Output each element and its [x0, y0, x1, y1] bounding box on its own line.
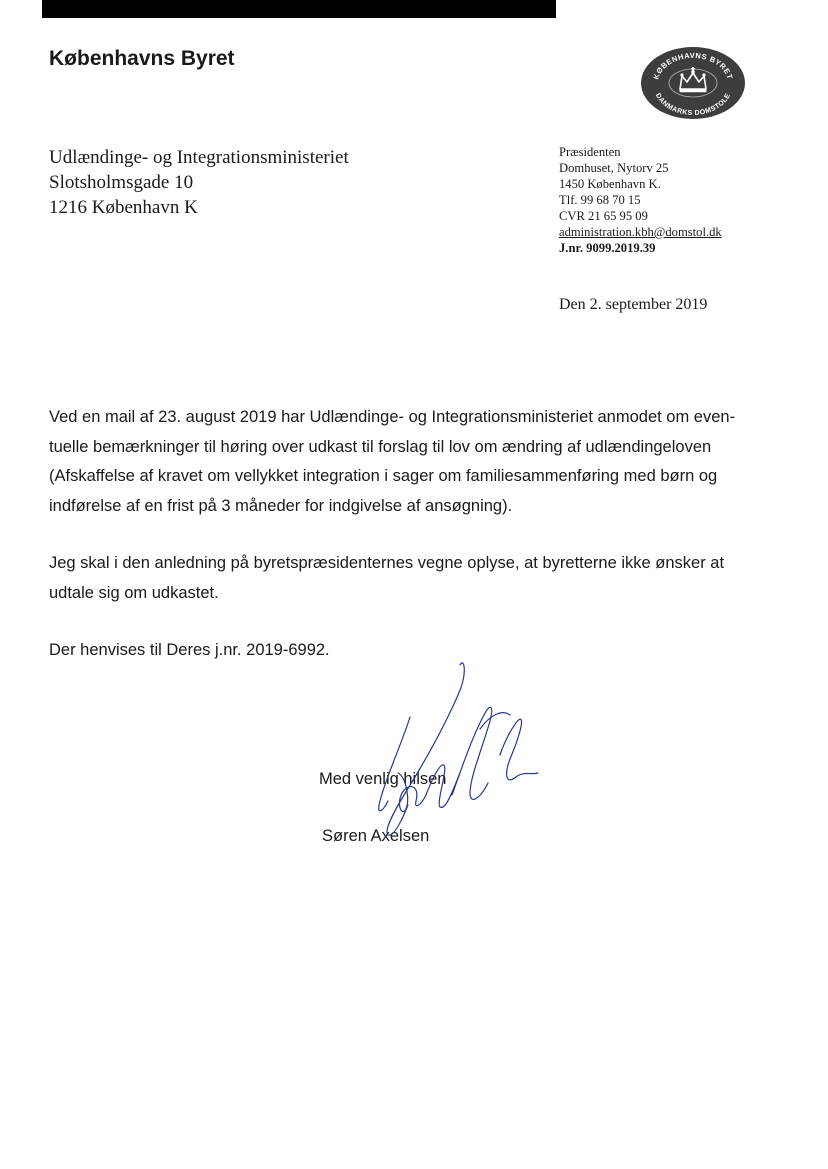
handwritten-signature — [340, 655, 560, 845]
body-line: Ved en mail af 23. august 2019 har Udlændinge- og Integrationsministeriet anmodet om even- — [49, 408, 736, 426]
court-name-heading: Københavns Byret — [49, 47, 235, 70]
seal-bottom-text: DANMARKS DOMSTOLE — [653, 92, 733, 118]
body-line: Jeg skal i den anledning på byretspræsidenternes vegne oplyse, at byretterne ikke ønsker at — [49, 554, 725, 572]
recipient-address — [49, 145, 349, 220]
recipient-line: 1216 København K — [49, 197, 198, 218]
body-paragraph — [49, 549, 749, 608]
sender-cvr: CVR 21 65 95 09 — [559, 209, 648, 223]
sender-journal-number: J.nr. 9099.2019.39 — [559, 241, 656, 255]
recipient-line: Udlændinge- og Integrationsministeriet — [49, 147, 349, 168]
body-paragraph — [49, 403, 749, 521]
sender-phone: Tlf. 99 68 70 15 — [559, 193, 641, 207]
letter-date: Den 2. september 2019 — [559, 296, 708, 313]
body-line: tuelle bemærkninger til høring over udkast til forslag til lov om ændring af udlændingeloven — [49, 437, 712, 456]
sender-block — [559, 144, 722, 256]
closing-salutation: Med venlig hilsen — [319, 770, 447, 788]
redaction-bar — [42, 0, 556, 18]
court-seal-logo — [640, 46, 746, 120]
recipient-line: Slotsholmsgade 10 — [49, 172, 194, 193]
seal-top-text: KØBENHAVNS BYRET — [651, 50, 735, 81]
sender-email-link[interactable]: administration.kbh@domstol.dk — [559, 225, 722, 239]
body-line: udtale sig om udkastet. — [49, 583, 219, 602]
body-line: indførelse af en frist på 3 måneder for indgivelse af ansøgning). — [49, 496, 513, 515]
sender-title: Præsidenten — [559, 145, 621, 159]
body-line: (Afskaffelse af kravet om vellykket integration i sager om familiesammenføring med børn og — [49, 467, 718, 485]
body-line: Der henvises til Deres j.nr. 2019-6992. — [49, 641, 330, 659]
signer-name: Søren Axelsen — [322, 827, 430, 845]
sender-address-line: 1450 København K. — [559, 177, 661, 191]
sender-address-line: Domhuset, Nytorv 25 — [559, 161, 669, 175]
